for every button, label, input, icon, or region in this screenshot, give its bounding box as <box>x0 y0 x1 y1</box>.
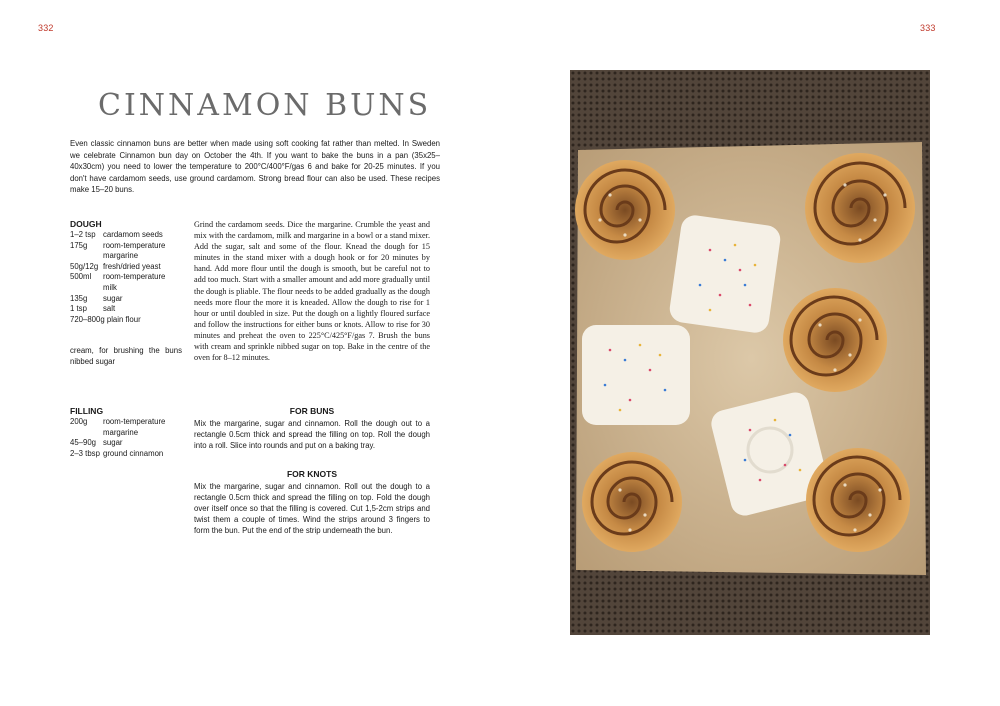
ingredient-name: room-temperature margarine <box>103 240 166 261</box>
ingredient-qty: 1 tsp <box>70 304 87 314</box>
ingredient-qty: 200g <box>70 417 88 426</box>
ingredient-row <box>70 417 193 438</box>
cinnamon-bun <box>575 160 675 260</box>
extra-nibbed-sugar: nibbed sugar <box>70 356 116 366</box>
cinnamon-bun <box>805 153 915 263</box>
ingredient-name: cardamom seeds <box>103 230 163 239</box>
frosted-bun <box>668 214 782 335</box>
ingredient-row <box>70 449 193 460</box>
extra-cream: cream, for brushing the buns <box>70 346 182 355</box>
ingredient-name: ground cinnamon <box>103 448 164 458</box>
baking-tray-illustration <box>570 70 930 635</box>
ingredient-qty: 2–3 tbsp <box>70 448 100 458</box>
for-buns-text: Mix the margarine, sugar and cinnamon. Roll the dough out to a rectangle 0.5cm thick and spread the filling on top. Roll the dough into a roll. Slice into rounds and put on a baking tray. <box>194 419 430 450</box>
ingredient-name: salt <box>103 304 116 314</box>
cinnamon-bun <box>783 288 887 392</box>
ingredient-qty: 45–90g <box>70 438 97 448</box>
ingredient-flour: 720–800g plain flour <box>70 314 141 324</box>
ingredient-row <box>70 262 193 273</box>
ingredient-row <box>70 272 193 293</box>
for-buns-heading: FOR BUNS <box>289 406 335 416</box>
cinnamon-buns-photo <box>570 70 930 635</box>
frosted-bun <box>582 325 690 425</box>
ingredient-qty: 135g <box>70 293 88 303</box>
dough-heading: DOUGH <box>70 219 102 229</box>
filling-ingredients <box>70 417 193 459</box>
recipe-title: CINNAMON BUNS <box>98 88 432 123</box>
ingredient-qty: 1–2 tsp <box>70 230 96 239</box>
dough-method: Grind the cardamom seeds. Dice the margarine. Crumble the yeast and mix with the cardamom, milk and margarine in a bowl or a stand mixer. Add the sugar, salt and some of the flour. Knead the dough for 15 minutes in the stand mixer with a dough hook or for 20 minutes by hand. Add more flour until the dough is smooth, but be careful not to add too much. Start with a smaller amount and add more gradually until the dough is pliable. The flour needs to be added gradually as the dough needs more flour the more it is kneaded. Allow the dough to rise for 1 hour or until doubled in size. Put the dough on a lightly floured surface and follow the instructions for either buns or knots. Allow to rise for 30 minutes and preheat the oven to 225°C/425°F/gas 7. Brush the buns with cream and sprinkle nibbed sugar on top. Bake in the centre of the oven for 8–12 minutes. <box>194 220 430 363</box>
dough-extras <box>70 346 182 367</box>
page-number-left: 332 <box>38 23 54 33</box>
ingredient-qty: 175g <box>70 240 88 250</box>
ingredient-row <box>70 304 193 315</box>
page-number-right: 333 <box>920 23 936 33</box>
filling-heading: FILLING <box>70 406 104 416</box>
ingredient-row <box>70 241 193 262</box>
for-knots-heading: FOR KNOTS <box>286 469 338 479</box>
ingredient-name: room-temperature margarine <box>103 417 166 437</box>
recipe-intro: Even classic cinnamon buns are better when made using soft cooking fat rather than melted. In Sweden we celebrate Cinnamon bun day on October the 4th. If you want to bake the buns in a pan (35x25–40x30cm) you need to lower the temperature to 200°C/400°F/gas 6 and bake for 20-25 minutes. If you don't have cardamom seeds, use ground cardamom. Strong bread flour can also be used. These recipes make 15–20 buns. <box>70 139 440 194</box>
ingredient-name: room-temperature milk <box>103 272 166 292</box>
for-knots-text: Mix the margarine, sugar and cinnamon. Roll out the dough to a rectangle 0.5cm thick and spread the filling on top. Fold the dough over itself once so that the filling is covered. Cut 1,5-2cm strips and twist them a couple of times. Wind the strips around 3 fingers to form the bun. Put the end of the strip underneath the bun. <box>194 482 430 535</box>
ingredient-qty: 50g/12g <box>70 261 99 271</box>
cinnamon-bun <box>806 448 910 552</box>
ingredient-name: sugar <box>103 438 123 448</box>
ingredient-qty: 500ml <box>70 272 92 282</box>
cinnamon-bun <box>582 452 682 552</box>
ingredient-row <box>70 294 193 305</box>
ingredient-row <box>70 438 193 449</box>
ingredient-name: fresh/dried yeast <box>103 261 161 271</box>
ingredient-name: sugar <box>103 293 123 303</box>
dough-ingredients <box>70 230 193 325</box>
ingredient-row <box>70 230 193 241</box>
